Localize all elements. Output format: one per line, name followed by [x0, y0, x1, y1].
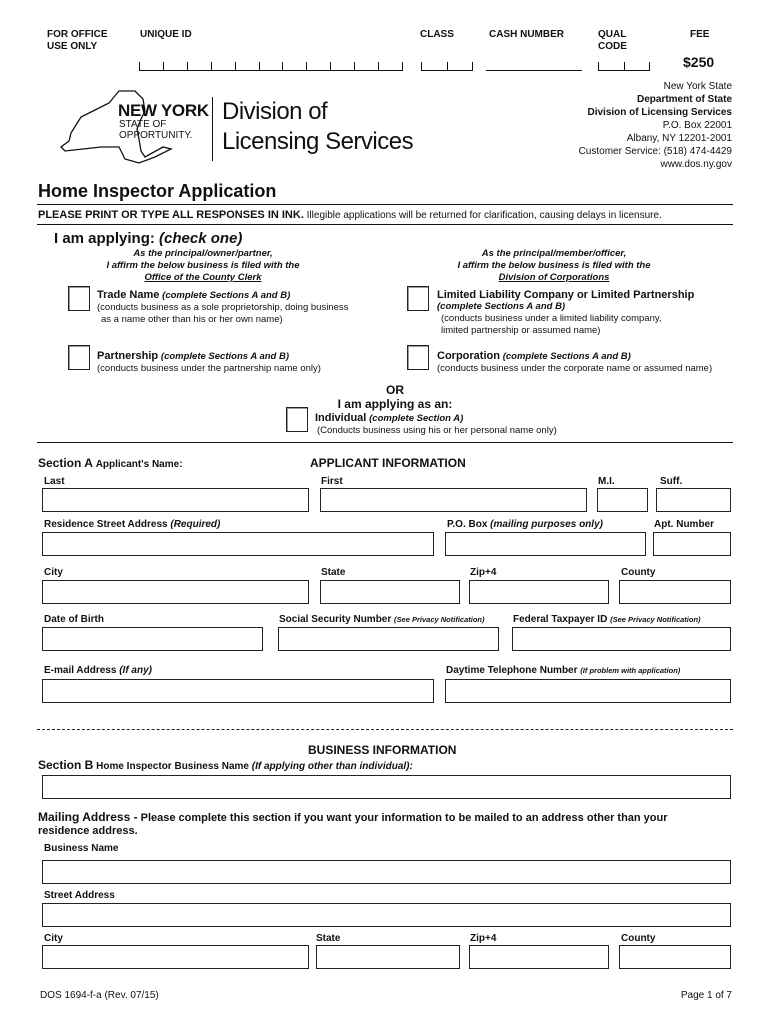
logo-division-name: Division of Licensing Services — [222, 98, 414, 155]
ink-instruction: PLEASE PRINT OR TYPE ALL RESPONSES IN INK. Illegible applications will be returned for clarification, causing delays in licensure. — [38, 209, 662, 221]
unique-id-label: UNIQUE ID — [140, 29, 192, 40]
page-title: Home Inspector Application — [38, 181, 277, 201]
mailing-zip-field[interactable] — [469, 945, 609, 969]
apt-label: Apt. Number — [654, 519, 714, 530]
trade-name-option: Trade Name (complete Sections A and B) (conducts business as a sole proprietorship, doing business as a name other than his or her own name) — [97, 289, 349, 325]
mailing-zip-label: Zip+4 — [470, 933, 497, 944]
logo-new-york: NEW YORK — [118, 101, 209, 120]
zip-field[interactable] — [469, 580, 609, 604]
mailing-street-label: Street Address — [44, 890, 115, 901]
class-label: CLASS — [420, 29, 454, 40]
agency-division: Division of Licensing Services — [587, 107, 732, 118]
ssn-field[interactable] — [278, 627, 499, 651]
suffix-field[interactable] — [656, 488, 731, 512]
qual-code-label: QUAL CODE — [598, 29, 627, 52]
zip-label: Zip+4 — [470, 567, 497, 578]
first-name-label: First — [321, 476, 343, 487]
fee-amount: $250 — [683, 54, 715, 70]
section-a-label: Section A Applicant's Name: — [38, 456, 183, 470]
po-box-label: P.O. Box (mailing purposes only) — [447, 519, 603, 530]
fein-label: Federal Taxpayer ID (See Privacy Notification) — [513, 614, 701, 625]
mailing-state-label: State — [316, 933, 341, 944]
first-name-field[interactable] — [320, 488, 587, 512]
phone-label: Daytime Telephone Number (If problem with application) — [446, 665, 681, 676]
cash-number-label: CASH NUMBER — [489, 29, 564, 40]
business-info-heading: BUSINESS INFORMATION — [308, 743, 457, 757]
form-id: DOS 1694-f-a (Rev. 07/15) — [40, 990, 159, 1001]
dob-label: Date of Birth — [44, 614, 104, 625]
mailing-city-field[interactable] — [42, 945, 309, 969]
page-number: Page 1 of 7 — [680, 990, 732, 1001]
suffix-label: Suff. — [660, 476, 683, 487]
city-field[interactable] — [42, 580, 309, 604]
residence-field[interactable] — [42, 532, 434, 556]
agency-po-box: P.O. Box 22001 — [662, 120, 732, 131]
dob-field[interactable] — [42, 627, 263, 651]
trade-name-checkbox[interactable] — [68, 286, 90, 311]
email-field[interactable] — [42, 679, 434, 703]
title-rule — [37, 204, 733, 205]
mailing-city-label: City — [44, 933, 63, 944]
agency-website: www.dos.ny.gov — [660, 159, 732, 170]
corporation-option: Corporation (complete Sections A and B) (conducts business under the corporate name or assumed name) — [437, 350, 713, 374]
po-box-field[interactable] — [445, 532, 646, 556]
partnership-option: Partnership (complete Sections A and B) (conducts business under the partnership name only) — [97, 350, 321, 374]
mailing-county-label: County — [621, 933, 656, 944]
section-b-label: Section B Home Inspector Business Name (If applying other than individual): — [38, 758, 413, 772]
partnership-checkbox[interactable] — [68, 345, 90, 370]
mailing-business-name-field[interactable] — [42, 860, 731, 884]
county-field[interactable] — [619, 580, 731, 604]
qual-code-field[interactable] — [598, 62, 650, 71]
cash-number-field[interactable] — [486, 70, 582, 71]
mailing-address-instructions: Mailing Address - Please complete this section if you want your information to be mailed to an address other than your residence address. — [38, 810, 668, 837]
applicant-info-heading: APPLICANT INFORMATION — [310, 456, 466, 470]
mailing-business-name-label: Business Name — [44, 843, 119, 854]
logo-state-of-opportunity: STATE OF OPPORTUNITY. — [119, 119, 193, 141]
email-label: E-mail Address (If any) — [44, 665, 152, 676]
mailing-state-field[interactable] — [316, 945, 460, 969]
corporation-checkbox[interactable] — [407, 345, 429, 370]
city-label: City — [44, 567, 63, 578]
state-field[interactable] — [320, 580, 460, 604]
office-use-label: FOR OFFICE USE ONLY — [47, 29, 108, 52]
fee-label: FEE — [690, 29, 710, 40]
applying-heading: I am applying: (check one) — [54, 230, 243, 247]
llc-option: Limited Liability Company or Limited Partnership (complete Sections A and B) (conducts business under a limited liability company, limited partnership or assumed name) — [437, 289, 695, 336]
applying-as-label: I am applying as an: — [337, 397, 453, 411]
mailing-county-field[interactable] — [619, 945, 731, 969]
mi-field[interactable] — [597, 488, 648, 512]
section-divider — [37, 729, 733, 730]
fein-field[interactable] — [512, 627, 731, 651]
individual-option: Individual (complete Section A) (Conducts business using his or her personal name only) — [315, 412, 557, 436]
apt-field[interactable] — [653, 532, 731, 556]
instruction-rule — [37, 224, 733, 225]
section-a-rule — [37, 442, 733, 443]
last-name-field[interactable] — [42, 488, 309, 512]
unique-id-field[interactable] — [139, 62, 403, 71]
llc-checkbox[interactable] — [407, 286, 429, 311]
mi-label: M.I. — [598, 476, 615, 487]
individual-checkbox[interactable] — [286, 407, 308, 432]
logo-divider — [212, 97, 213, 161]
ssn-label: Social Security Number (See Privacy Notification) — [279, 614, 485, 625]
agency-address — [579, 80, 732, 171]
agency-customer-service: Customer Service: (518) 474-4429 — [578, 146, 732, 157]
or-label: OR — [386, 383, 404, 397]
phone-field[interactable] — [445, 679, 731, 703]
mailing-street-field[interactable] — [42, 903, 731, 927]
county-label: County — [621, 567, 656, 578]
agency-state: New York State — [663, 81, 732, 92]
right-affirm: As the principal/member/officer, I affirm the below business is filed with the Division of Corporations — [457, 248, 651, 283]
class-field[interactable] — [421, 62, 473, 71]
left-affirm: As the principal/owner/partner, I affirm the below business is filed with the Office of the County Clerk — [106, 248, 300, 283]
last-name-label: Last — [44, 476, 65, 487]
residence-label: Residence Street Address (Required) — [44, 519, 221, 530]
business-name-field[interactable] — [42, 775, 731, 799]
agency-city: Albany, NY 12201-2001 — [626, 133, 732, 144]
agency-dept: Department of State — [636, 94, 732, 105]
state-label: State — [321, 567, 346, 578]
